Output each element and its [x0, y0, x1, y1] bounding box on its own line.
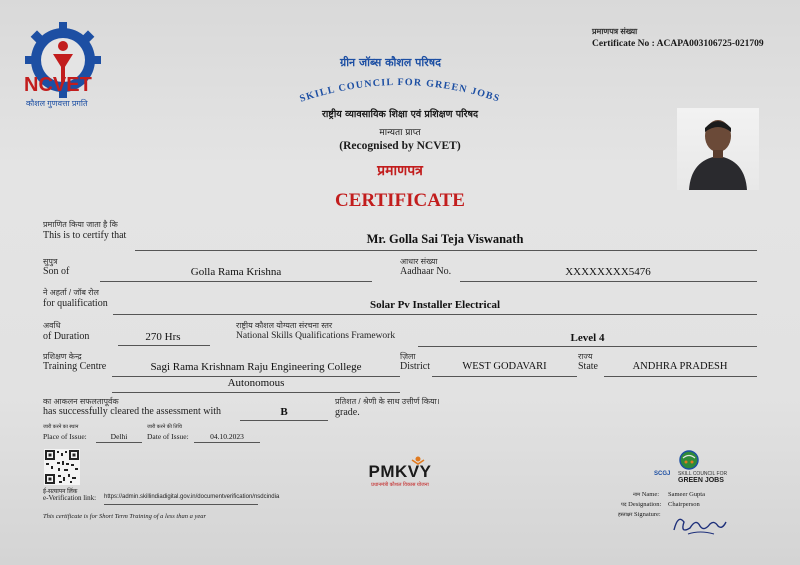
scgj-logo	[652, 449, 732, 485]
issue-place-hindi: जारी करने का स्थान	[43, 424, 79, 430]
issue-place-label: Place of Issue:	[43, 432, 87, 441]
pmkvy-logo	[362, 462, 438, 496]
signature-mark	[670, 510, 730, 538]
footnote: This certificate is for Short Term Training of a less than a year	[43, 513, 206, 520]
candidate-photo	[677, 108, 759, 190]
council-hindi-name: ग्रीन जॉब्स कौशल परिषद	[340, 56, 441, 69]
qualification-label: for qualification	[43, 298, 108, 309]
ncvet-logo	[18, 20, 108, 110]
signatory-name-label: Name:	[641, 491, 660, 498]
council-english-arc	[280, 60, 520, 110]
scgj-line1: SKILL COUNCIL FOR	[678, 471, 728, 477]
issue-date: 04.10.2023	[210, 432, 244, 441]
ncvet-tagline: कौशल गुणवत्ता प्रगति	[26, 99, 88, 108]
assessment-grade: B	[280, 406, 288, 418]
state-underline	[604, 376, 757, 377]
signatory-desig-row	[621, 501, 661, 508]
assessment-hindi-grade: प्रतिशत / श्रेणी के साथ उत्तीर्ण किया।	[335, 397, 440, 406]
signatory-desig-label: Designation:	[628, 501, 662, 508]
son-of-hindi: सुपुत्र	[43, 257, 58, 266]
name-underline	[135, 250, 757, 251]
district-hindi: ज़िला	[400, 352, 416, 361]
signatory-sig-row	[618, 511, 661, 518]
signatory-name: Sameer Gupta	[668, 491, 706, 498]
signatory-desig-hindi: पद	[621, 503, 627, 508]
person-icon	[677, 108, 759, 190]
certify-label: This is to certify that	[43, 230, 127, 241]
scgj-globe-icon	[678, 449, 700, 471]
signatory-name-row	[633, 491, 659, 498]
recognition-hindi-recognized: मान्यता प्राप्त	[379, 128, 421, 138]
cert-no-hindi-label: प्रमाणपत्र संख्या	[592, 27, 638, 36]
signatory-sig-label: Signature:	[634, 511, 661, 518]
state-value: ANDHRA PRADESH	[632, 361, 728, 372]
scgj-short: SCGJ	[654, 471, 671, 477]
issue-place-underline	[96, 442, 142, 443]
pmkvy-logo-text: PMKVY	[368, 462, 432, 481]
aadhaar-hindi: आधार संख्या	[400, 257, 438, 266]
council-english-name: SKILL COUNCIL FOR GREEN JOBS	[298, 76, 502, 105]
verification-link[interactable]: https://admin.skillindiadigital.gov.in/documentverification/nsdcindia	[104, 494, 280, 500]
certify-hindi: प्रमाणित किया जाता है कि	[43, 220, 118, 229]
qr-code-icon	[44, 449, 80, 485]
state-label: State	[578, 361, 598, 372]
recognition-english: (Recognised by NCVET)	[339, 140, 461, 152]
signatory-designation: Chairperson	[668, 501, 700, 508]
duration-hindi: अवधि	[43, 321, 61, 330]
title-english: CERTIFICATE	[335, 190, 465, 211]
cert-no-value: ACAPA003106725-021709	[656, 39, 764, 49]
signatory-name-hindi: नाम	[633, 493, 641, 498]
pmkvy-tagline: प्रधानमंत्री कौशल विकास योजना	[371, 482, 429, 488]
son-of-label: Son of	[43, 266, 70, 277]
qr-code	[44, 449, 80, 485]
training-centre-label: Training Centre	[43, 361, 107, 372]
issue-date-hindi: जारी करने की तिथि	[147, 424, 182, 430]
recognition-hindi-body: राष्ट्रीय व्यावसायिक शिक्षा एवं प्रशिक्षण परिषद	[321, 109, 479, 120]
title-hindi: प्रमाणपत्र	[377, 163, 423, 179]
signatory-sig-hindi: हस्ताक्षर	[618, 513, 633, 518]
candidate-name: Mr. Golla Sai Teja Viswanath	[366, 232, 524, 246]
verification-label: e-Verification link:	[43, 494, 97, 502]
qualification-hindi: ने अहर्ता / जॉब रोल	[43, 288, 99, 297]
scgj-line2: GREEN JOBS	[678, 477, 724, 484]
duration-underline	[118, 345, 210, 346]
pmkvy-figure-icon	[411, 456, 425, 468]
cert-no-label: Certificate No :	[592, 39, 655, 49]
assessment-label: has successfully cleared the assessment with	[43, 406, 222, 417]
issue-date-underline	[194, 442, 260, 443]
aadhaar-label: Aadhaar No.	[400, 266, 452, 277]
aadhaar-value: XXXXXXXX5476	[565, 266, 651, 278]
nsqf-hindi: राष्ट्रीय कौशल योग्यता संरचना स्तर	[236, 321, 333, 330]
duration-value: 270 Hrs	[145, 331, 181, 343]
training-centre-underline-2	[112, 392, 400, 393]
state-hindi: राज्य	[578, 352, 593, 361]
nsqf-label: National Skills Qualifications Framework	[236, 331, 396, 341]
issue-place: Delhi	[110, 432, 128, 441]
duration-label: of Duration	[43, 331, 90, 342]
son-of-underline	[100, 281, 372, 282]
qualification-value: Solar Pv Installer Electrical	[369, 299, 501, 311]
training-centre-hindi: प्रशिक्षण केन्द्र	[43, 352, 82, 361]
grade-underline	[240, 420, 328, 421]
district-label: District	[400, 361, 430, 372]
nsqf-value: Level 4	[570, 332, 605, 344]
qualification-underline	[113, 314, 757, 315]
ncvet-logo-text: NCVET	[24, 74, 92, 96]
district-value: WEST GODAVARI	[462, 361, 547, 372]
district-underline	[432, 376, 577, 377]
assessment-hindi: का आकलन सफलतापूर्वक	[43, 397, 119, 406]
verification-underline	[104, 504, 258, 505]
training-centre-value-line1: Sagi Rama Krishnam Raju Engineering College	[150, 361, 362, 373]
cert-no	[592, 39, 764, 49]
son-of-value: Golla Rama Krishna	[190, 266, 282, 278]
nsqf-underline	[418, 346, 757, 347]
assessment-grade-label: grade.	[335, 407, 360, 418]
verification-hindi: ई-सत्यापन लिंक	[43, 489, 78, 495]
training-centre-value-line2: Autonomous	[227, 377, 285, 389]
aadhaar-underline	[460, 281, 757, 282]
issue-date-label: Date of Issue:	[147, 432, 189, 441]
